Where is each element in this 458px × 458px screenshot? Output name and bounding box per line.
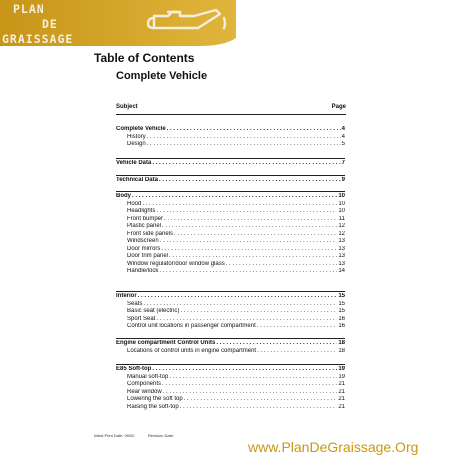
toc-subentry[interactable]: [116, 141, 345, 149]
toc-subentry-page: 18: [338, 347, 345, 354]
toc-subentry[interactable]: [116, 316, 345, 324]
toc-subentry-page: 13: [338, 245, 345, 252]
toc-entry-page: 19: [338, 366, 345, 372]
dot-leader: [167, 126, 341, 134]
header-divider: [116, 114, 346, 115]
dot-leader: [169, 253, 337, 261]
toc-group-complete-vehicle: [116, 126, 345, 149]
toc-subentry[interactable]: [116, 348, 345, 356]
section-divider: [116, 364, 345, 365]
toc-entry-title: Engine compartment Control Units: [116, 340, 216, 346]
toc-subentry[interactable]: [116, 404, 345, 412]
toc-subentry[interactable]: [116, 253, 345, 261]
toc-subentry-page: 16: [338, 323, 345, 329]
section-divider: [116, 338, 345, 339]
toc-subentry-title: Front bumper: [127, 215, 164, 222]
logo-text-line2: DE: [42, 17, 58, 31]
toc-subentry-page: 5: [341, 141, 345, 147]
toc-subentry-page: 12: [338, 230, 345, 237]
toc-entry-title: Complete Vehicle: [116, 126, 166, 132]
dot-leader: [174, 231, 337, 239]
toc-entry-title: E85 Soft-top: [116, 366, 152, 372]
dot-leader: [152, 366, 337, 374]
dot-leader: [147, 141, 341, 149]
logo-text-line1: PLAN: [13, 2, 45, 16]
toc-subentry[interactable]: [116, 374, 345, 382]
toc-subentry-page: 21: [338, 396, 345, 402]
dot-leader: [180, 404, 338, 412]
section-divider: [116, 175, 345, 176]
oil-can-icon: [146, 6, 238, 38]
toc-entry[interactable]: [116, 160, 345, 168]
section-divider: [116, 291, 345, 292]
toc-subentry[interactable]: [116, 246, 345, 254]
dot-leader: [180, 308, 337, 316]
toc-group-body: [116, 191, 345, 276]
toc-entry[interactable]: [116, 177, 345, 185]
toc-subentry-title: Handle/lock: [127, 268, 159, 274]
toc-subentry-page: 10: [338, 208, 345, 214]
dot-leader: [163, 389, 338, 397]
toc-subentry-page: 10: [338, 200, 345, 207]
print-date: Initial Print Date: 09/02: [94, 433, 135, 438]
dot-leader: [169, 374, 337, 382]
dot-leader: [159, 177, 341, 185]
toc-entry-page: 15: [338, 293, 345, 299]
toc-subentry[interactable]: [116, 208, 345, 216]
toc-subentry-page: 11: [338, 215, 345, 222]
section-divider: [116, 158, 345, 159]
site-logo: [0, 0, 236, 48]
toc-subentry-title: Manual soft-top: [127, 373, 169, 380]
toc-entry[interactable]: [116, 366, 345, 374]
toc-entry-title: Vehicle Data: [116, 160, 152, 166]
toc-group-engine-compartment: [116, 338, 345, 355]
toc-subentry[interactable]: [116, 231, 345, 239]
toc-entry-title: Body: [116, 193, 131, 199]
dot-leader: [161, 246, 337, 254]
toc-subentry-page: 21: [338, 381, 345, 387]
toc-subentry-title: Headlights: [127, 208, 156, 214]
toc-subentry-title: Rear window: [127, 388, 162, 395]
toc-subentry-title: Seats: [127, 300, 143, 307]
toc-group-technical-data: [116, 175, 345, 185]
subject-column-header: Subject: [116, 104, 138, 110]
toc-subentry[interactable]: [116, 238, 345, 246]
toc-subentry-page: 19: [338, 373, 345, 380]
toc-subentry[interactable]: [116, 396, 345, 404]
toc-subentry-page: 13: [338, 238, 345, 244]
toc-subentry-title: Door trim panel: [127, 253, 169, 259]
dot-leader: [143, 301, 337, 309]
toc-subentry-page: 21: [338, 388, 345, 395]
toc-entry-title: Interior: [116, 293, 137, 299]
toc-subentry-page: 21: [338, 403, 345, 410]
dot-leader: [257, 348, 337, 356]
dot-leader: [160, 238, 338, 246]
toc-subentry-title: Components: [127, 381, 162, 387]
toc-subentry-page: 13: [338, 260, 345, 267]
toc-subentry[interactable]: [116, 381, 345, 389]
toc-subentry-page: 14: [338, 268, 345, 274]
toc-group-vehicle-data: [116, 158, 345, 168]
dot-leader: [159, 268, 337, 276]
toc-subentry-page: 12: [338, 223, 345, 229]
toc-subentry[interactable]: [116, 201, 345, 209]
toc-entry-page: 10: [338, 193, 345, 199]
toc-subentry-title: Design: [127, 141, 146, 147]
toc-subentry-title: Sport Seat: [127, 315, 156, 322]
toc-entry-page: 9: [341, 177, 345, 183]
toc-subentry-page: 13: [338, 253, 345, 259]
toc-subentry[interactable]: [116, 308, 345, 316]
toc-entry-page: 18: [338, 340, 345, 346]
toc-subentry-title: History: [127, 133, 146, 140]
toc-entry-page: 4: [341, 126, 345, 132]
toc-subentry-title: Front side panels: [127, 230, 174, 237]
toc-subentry[interactable]: [116, 134, 345, 142]
toc-entry[interactable]: [116, 126, 345, 134]
section-title: Complete Vehicle: [116, 70, 208, 82]
dot-leader: [257, 323, 338, 331]
toc-group-e85-soft-top: [116, 364, 345, 411]
revision-date: Revision Date:: [148, 433, 175, 438]
toc-entry[interactable]: [116, 340, 345, 348]
toc-subentry-title: Door mirrors: [127, 245, 161, 252]
toc-subentry-page: 4: [341, 133, 345, 140]
dot-leader: [132, 193, 337, 201]
dot-leader: [162, 223, 337, 231]
dot-leader: [226, 261, 338, 269]
toc-subentry[interactable]: [116, 261, 345, 269]
toc-subentry[interactable]: [116, 323, 345, 331]
toc-subentry-page: 16: [338, 315, 345, 322]
toc-subentry[interactable]: [116, 268, 345, 276]
toc-subentry-title: Plastic panel: [127, 223, 162, 229]
dot-leader: [184, 396, 338, 404]
dot-leader: [142, 201, 337, 209]
watermark-link[interactable]: www.PlanDeGraissage.Org: [248, 439, 419, 455]
toc-subentry[interactable]: [116, 216, 345, 224]
dot-leader: [147, 134, 341, 142]
page-column-header: Page: [331, 104, 346, 110]
toc-entry-title: Technical Data: [116, 177, 158, 183]
toc-subentry-page: 15: [338, 300, 345, 307]
toc-subentry-title: Hood: [127, 200, 142, 207]
dot-leader: [152, 160, 340, 168]
dot-leader: [138, 293, 338, 301]
logo-text-line3: GRAISSAGE: [2, 32, 74, 46]
dot-leader: [156, 208, 337, 216]
dot-leader: [216, 340, 337, 348]
toc-group-interior: [116, 291, 345, 331]
toc-subentry-page: 15: [338, 308, 345, 314]
toc-subentry-title: Lowering the soft top: [127, 396, 183, 402]
dot-leader: [162, 381, 337, 389]
dot-leader: [156, 316, 337, 324]
page-title: Table of Contents: [94, 51, 195, 65]
toc-subentry[interactable]: [116, 301, 345, 309]
toc-subentry[interactable]: [116, 389, 345, 397]
toc-subentry-title: Basic seat (electric): [127, 308, 180, 314]
toc-subentry-title: Window regulator/door window glass: [127, 260, 225, 267]
toc-entry[interactable]: [116, 193, 345, 201]
toc-subentry[interactable]: [116, 223, 345, 231]
toc-subentry-title: Raising the soft-top: [127, 403, 179, 410]
toc-subentry-title: Control unit locations in passenger compartment: [127, 323, 256, 329]
toc-entry[interactable]: [116, 293, 345, 301]
toc-subentry-title: Locations of control units in engine compartment: [127, 347, 257, 354]
toc-subentry-title: Windscreen: [127, 238, 159, 244]
toc-entry-page: 7: [341, 160, 345, 166]
dot-leader: [164, 216, 338, 224]
section-divider: [116, 191, 345, 192]
